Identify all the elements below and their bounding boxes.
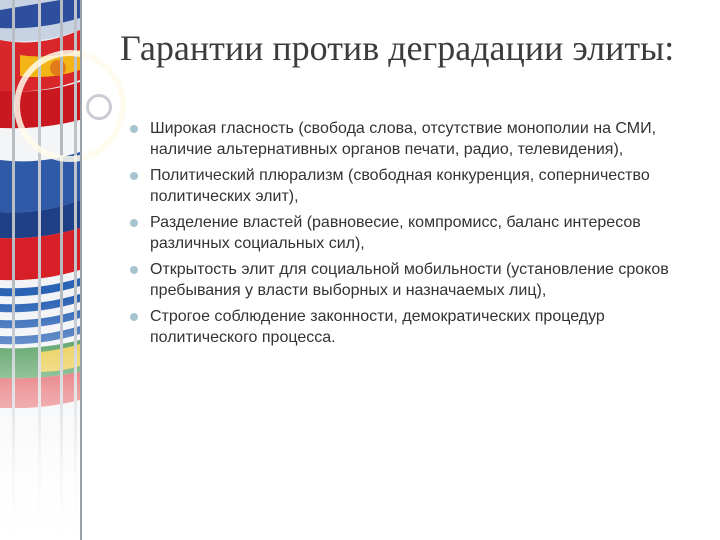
list-item-text: Строгое соблюдение законности, демократических процедур политического процесса.	[150, 308, 605, 346]
bullet-dot-icon	[130, 172, 138, 180]
list-item	[130, 259, 690, 301]
list-item-text: Открытость элит для социальной мобильности (установление сроков пребывания у власти выборных и назначаемых лиц),	[150, 261, 669, 299]
list-item-text: Политический плюрализм (свободная конкуренция, соперничество политических элит),	[150, 167, 650, 205]
decorative-ring-icon	[86, 94, 112, 120]
bullet-dot-icon	[130, 125, 138, 133]
list-item-text: Широкая гласность (свобода слова, отсутствие монополии на СМИ, наличие альтернативных органов печати, радио, телевидения),	[150, 120, 657, 158]
bullet-list	[130, 118, 690, 353]
slide-title: Гарантии против деградации элиты:	[120, 28, 675, 68]
bullet-dot-icon	[130, 313, 138, 321]
list-item	[130, 306, 690, 348]
bullet-dot-icon	[130, 266, 138, 274]
list-item	[130, 118, 690, 160]
bullet-dot-icon	[130, 219, 138, 227]
list-item	[130, 165, 690, 207]
list-item-text: Разделение властей (равновесие, компромисс, баланс интересов различных социальных сил),	[150, 214, 641, 252]
vertical-divider	[80, 0, 82, 540]
list-item	[130, 212, 690, 254]
